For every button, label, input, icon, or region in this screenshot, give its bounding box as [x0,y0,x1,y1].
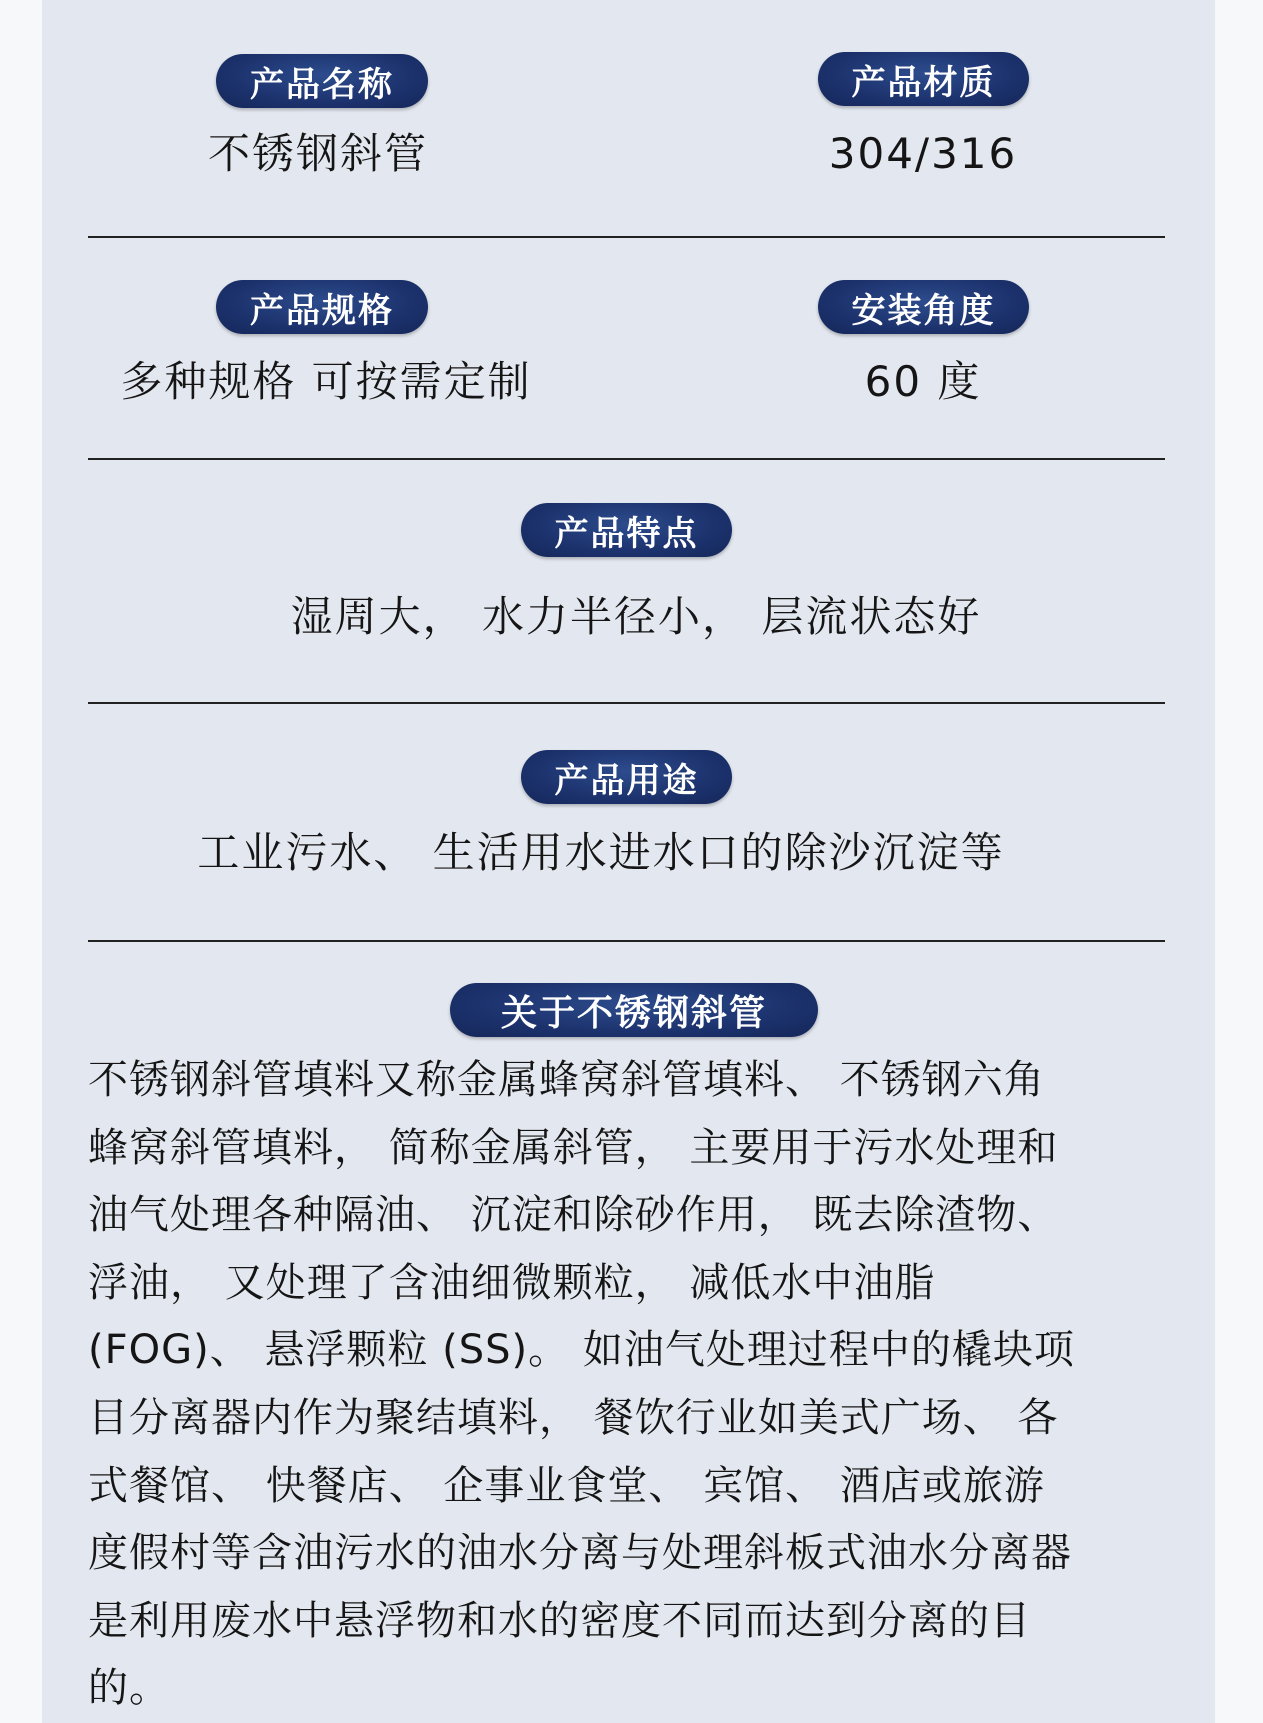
about-title: 关于不锈钢斜管 [450,983,818,1037]
label-product-use: 产品用途 [521,750,732,804]
value-product-material: 304/316 [828,129,1018,178]
label-product-spec: 产品规格 [216,280,428,334]
paragraph-line: 不锈钢斜管填料又称金属蜂窝斜管填料、 不锈钢六角 [88,1057,1045,1103]
value-product-name: 不锈钢斜管 [207,129,429,178]
paragraph-line: 目分离器内作为聚结填料， 餐饮行业如美式广场、 各 [88,1394,1059,1441]
value-product-spec: 多种规格 可按需定制 [120,357,532,406]
paragraph-line: (FOG)、 悬浮颗粒 (SS)。 如油气处理过程中的橇块项 [88,1327,1075,1374]
paragraph-line: 的。 [88,1665,170,1712]
about-paragraph [88,1047,1075,1723]
value-product-use: 工业污水、 生活用水进水口的除沙沉淀等 [197,828,1005,877]
divider [88,236,1165,238]
paragraph-line: 蜂窝斜管填料， 简称金属斜管， 主要用于污水处理和 [88,1124,1059,1171]
label-product-name: 产品名称 [216,54,428,108]
divider [88,702,1165,704]
label-install-angle: 安装角度 [818,280,1029,334]
label-product-material: 产品材质 [818,52,1029,106]
divider [88,458,1165,460]
value-install-angle: 60 度 [864,357,982,406]
paragraph-line: 度假村等含油污水的油水分离与处理斜板式油水分离器 [88,1530,1072,1577]
label-product-features: 产品特点 [521,503,732,557]
paragraph-line: 式餐馆、 快餐店、 企事业食堂、 宾馆、 酒店或旅游 [88,1462,1045,1509]
paragraph-line: 是利用废水中悬浮物和水的密度不同而达到分离的目 [88,1597,1031,1644]
value-product-features: 湿周大， 水力半径小， 层流状态好 [290,592,982,641]
paragraph-line: 浮油， 又处理了含油细微颗粒， 减低水中油脂 [88,1259,936,1306]
paragraph-line: 油气处理各种隔油、 沉淀和除砂作用， 既去除渣物、 [88,1192,1059,1239]
divider [88,940,1165,942]
